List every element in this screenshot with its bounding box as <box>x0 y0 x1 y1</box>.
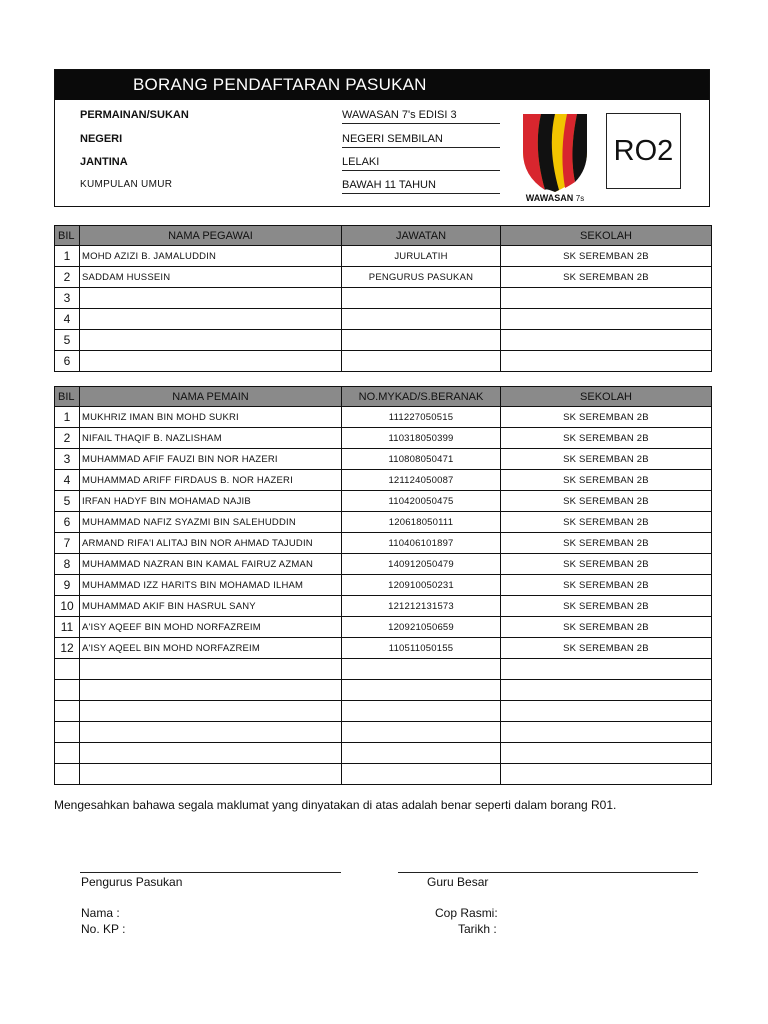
id-number-cell: 110808050471 <box>342 449 501 470</box>
state-value: NEGERI SEMBILAN <box>342 133 500 148</box>
row-number: 11 <box>55 617 80 638</box>
form-title: BORANG PENDAFTARAN PASUKAN <box>55 70 709 100</box>
manager-name-label: Nama : <box>81 906 120 920</box>
school-cell: SK SEREMBAN 2B <box>501 428 712 449</box>
col-header-school: SEKOLAH <box>501 387 712 407</box>
position-cell: JURULATIH <box>342 246 501 267</box>
name-cell: MUHAMMAD NAFIZ SYAZMI BIN SALEHUDDIN <box>80 512 342 533</box>
name-cell <box>80 309 342 330</box>
name-cell <box>80 701 342 722</box>
school-cell <box>501 743 712 764</box>
id-number-cell: 110406101897 <box>342 533 501 554</box>
id-number-cell <box>342 722 501 743</box>
name-cell: MUHAMMAD IZZ HARITS BIN MOHAMAD ILHAM <box>80 575 342 596</box>
row-number: 2 <box>55 267 80 288</box>
official-row <box>55 246 712 267</box>
row-number <box>55 701 80 722</box>
headmaster-title: Guru Besar <box>427 875 489 889</box>
player-row <box>55 743 712 764</box>
school-cell <box>501 701 712 722</box>
id-number-cell: 140912050479 <box>342 554 501 575</box>
name-cell: ARMAND RIFA'I ALITAJ BIN NOR AHMAD TAJUDIN <box>80 533 342 554</box>
players-header-row <box>55 387 712 407</box>
name-cell <box>80 743 342 764</box>
row-number: 7 <box>55 533 80 554</box>
position-cell <box>342 330 501 351</box>
player-row <box>55 407 712 428</box>
name-cell <box>80 659 342 680</box>
row-number: 4 <box>55 470 80 491</box>
date-label: Tarikh : <box>458 922 497 936</box>
col-header-bil: BIL <box>55 226 80 246</box>
position-cell <box>342 351 501 372</box>
id-number-cell <box>342 743 501 764</box>
player-row <box>55 428 712 449</box>
row-number: 1 <box>55 407 80 428</box>
name-cell <box>80 680 342 701</box>
shield-logo-icon <box>515 108 595 202</box>
player-row <box>55 512 712 533</box>
school-cell <box>501 309 712 330</box>
gender-value: LELAKI <box>342 156 500 171</box>
sport-label: PERMAINAN/SUKAN <box>80 109 189 121</box>
gender-label: JANTINA <box>80 156 128 168</box>
id-number-cell <box>342 764 501 785</box>
official-row <box>55 288 712 309</box>
player-row <box>55 701 712 722</box>
school-cell: SK SEREMBAN 2B <box>501 246 712 267</box>
official-stamp-label: Cop Rasmi: <box>435 906 498 920</box>
name-cell <box>80 764 342 785</box>
id-number-cell: 121212131573 <box>342 596 501 617</box>
school-cell <box>501 330 712 351</box>
name-cell: MUHAMMAD NAZRAN BIN KAMAL FAIRUZ AZMAN <box>80 554 342 575</box>
wawasan-logo <box>515 108 595 202</box>
row-number <box>55 680 80 701</box>
school-cell: SK SEREMBAN 2B <box>501 449 712 470</box>
school-cell: SK SEREMBAN 2B <box>501 638 712 659</box>
row-number: 8 <box>55 554 80 575</box>
manager-ic-label: No. KP : <box>81 922 126 936</box>
name-cell: MUHAMMAD ARIFF FIRDAUS B. NOR HAZERI <box>80 470 342 491</box>
player-row <box>55 680 712 701</box>
id-number-cell: 120910050231 <box>342 575 501 596</box>
row-number <box>55 764 80 785</box>
row-number <box>55 722 80 743</box>
col-header-school: SEKOLAH <box>501 226 712 246</box>
row-number: 4 <box>55 309 80 330</box>
player-row <box>55 533 712 554</box>
name-cell: IRFAN HADYF BIN MOHAMAD NAJIB <box>80 491 342 512</box>
player-row <box>55 554 712 575</box>
row-number: 5 <box>55 491 80 512</box>
official-row <box>55 330 712 351</box>
name-cell: A'ISY AQEEF BIN MOHD NORFAZREIM <box>80 617 342 638</box>
player-row <box>55 470 712 491</box>
player-row <box>55 491 712 512</box>
school-cell <box>501 288 712 309</box>
name-cell <box>80 288 342 309</box>
players-table <box>54 386 712 785</box>
row-number: 5 <box>55 330 80 351</box>
officials-table <box>54 225 712 372</box>
player-row <box>55 659 712 680</box>
age-group-label: KUMPULAN UMUR <box>80 179 173 190</box>
player-row <box>55 764 712 785</box>
player-row <box>55 638 712 659</box>
col-header-official-name: NAMA PEGAWAI <box>80 226 342 246</box>
row-number: 12 <box>55 638 80 659</box>
col-header-position: JAWATAN <box>342 226 501 246</box>
col-header-bil: BIL <box>55 387 80 407</box>
position-cell: PENGURUS PASUKAN <box>342 267 501 288</box>
sport-value: WAWASAN 7's EDISI 3 <box>342 109 500 124</box>
name-cell: MOHD AZIZI B. JAMALUDDIN <box>80 246 342 267</box>
row-number: 9 <box>55 575 80 596</box>
form-header <box>54 69 710 207</box>
school-cell: SK SEREMBAN 2B <box>501 554 712 575</box>
confirmation-text: Mengesahkan bahawa segala maklumat yang dinyatakan di atas adalah benar seperti dalam borang R01. <box>54 798 617 812</box>
headmaster-signature-line <box>398 872 698 873</box>
official-row <box>55 309 712 330</box>
row-number: 6 <box>55 351 80 372</box>
official-row <box>55 351 712 372</box>
officials-header-row <box>55 226 712 246</box>
row-number: 3 <box>55 288 80 309</box>
row-number <box>55 743 80 764</box>
school-cell: SK SEREMBAN 2B <box>501 596 712 617</box>
school-cell: SK SEREMBAN 2B <box>501 533 712 554</box>
name-cell <box>80 351 342 372</box>
name-cell: SADDAM HUSSEIN <box>80 267 342 288</box>
name-cell: MUHAMMAD AKIF BIN HASRUL SANY <box>80 596 342 617</box>
form-code-box: RO2 <box>606 113 681 189</box>
school-cell <box>501 764 712 785</box>
name-cell <box>80 330 342 351</box>
school-cell: SK SEREMBAN 2B <box>501 512 712 533</box>
row-number: 3 <box>55 449 80 470</box>
officials-body <box>55 246 712 372</box>
name-cell: MUKHRIZ IMAN BIN MOHD SUKRI <box>80 407 342 428</box>
position-cell <box>342 309 501 330</box>
col-header-player-name: NAMA PEMAIN <box>80 387 342 407</box>
state-label: NEGERI <box>80 133 123 145</box>
id-number-cell: 120618050111 <box>342 512 501 533</box>
name-cell: NIFAIL THAQIF B. NAZLISHAM <box>80 428 342 449</box>
player-row <box>55 449 712 470</box>
player-row <box>55 575 712 596</box>
id-number-cell <box>342 680 501 701</box>
manager-signature-line <box>80 872 341 873</box>
name-cell: MUHAMMAD AFIF FAUZI BIN NOR HAZERI <box>80 449 342 470</box>
row-number <box>55 659 80 680</box>
name-cell: A'ISY AQEEL BIN MOHD NORFAZREIM <box>80 638 342 659</box>
official-row <box>55 267 712 288</box>
player-row <box>55 722 712 743</box>
player-row <box>55 596 712 617</box>
school-cell: SK SEREMBAN 2B <box>501 470 712 491</box>
school-cell: SK SEREMBAN 2B <box>501 617 712 638</box>
school-cell <box>501 680 712 701</box>
manager-title: Pengurus Pasukan <box>81 875 183 889</box>
row-number: 2 <box>55 428 80 449</box>
school-cell: SK SEREMBAN 2B <box>501 575 712 596</box>
name-cell <box>80 722 342 743</box>
id-number-cell: 120921050659 <box>342 617 501 638</box>
player-row <box>55 617 712 638</box>
id-number-cell: 111227050515 <box>342 407 501 428</box>
id-number-cell: 110318050399 <box>342 428 501 449</box>
id-number-cell <box>342 659 501 680</box>
svg-text:WAWASAN 7s: WAWASAN 7s <box>525 193 585 202</box>
school-cell: SK SEREMBAN 2B <box>501 407 712 428</box>
id-number-cell: 110511050155 <box>342 638 501 659</box>
id-number-cell: 110420050475 <box>342 491 501 512</box>
id-number-cell <box>342 701 501 722</box>
row-number: 10 <box>55 596 80 617</box>
school-cell <box>501 351 712 372</box>
id-number-cell: 121124050087 <box>342 470 501 491</box>
school-cell <box>501 722 712 743</box>
row-number: 6 <box>55 512 80 533</box>
col-header-id-number: NO.MYKAD/S.BERANAK <box>342 387 501 407</box>
school-cell: SK SEREMBAN 2B <box>501 267 712 288</box>
school-cell: SK SEREMBAN 2B <box>501 491 712 512</box>
age-group-value: BAWAH 11 TAHUN <box>342 179 500 194</box>
position-cell <box>342 288 501 309</box>
school-cell <box>501 659 712 680</box>
players-body <box>55 407 712 785</box>
row-number: 1 <box>55 246 80 267</box>
